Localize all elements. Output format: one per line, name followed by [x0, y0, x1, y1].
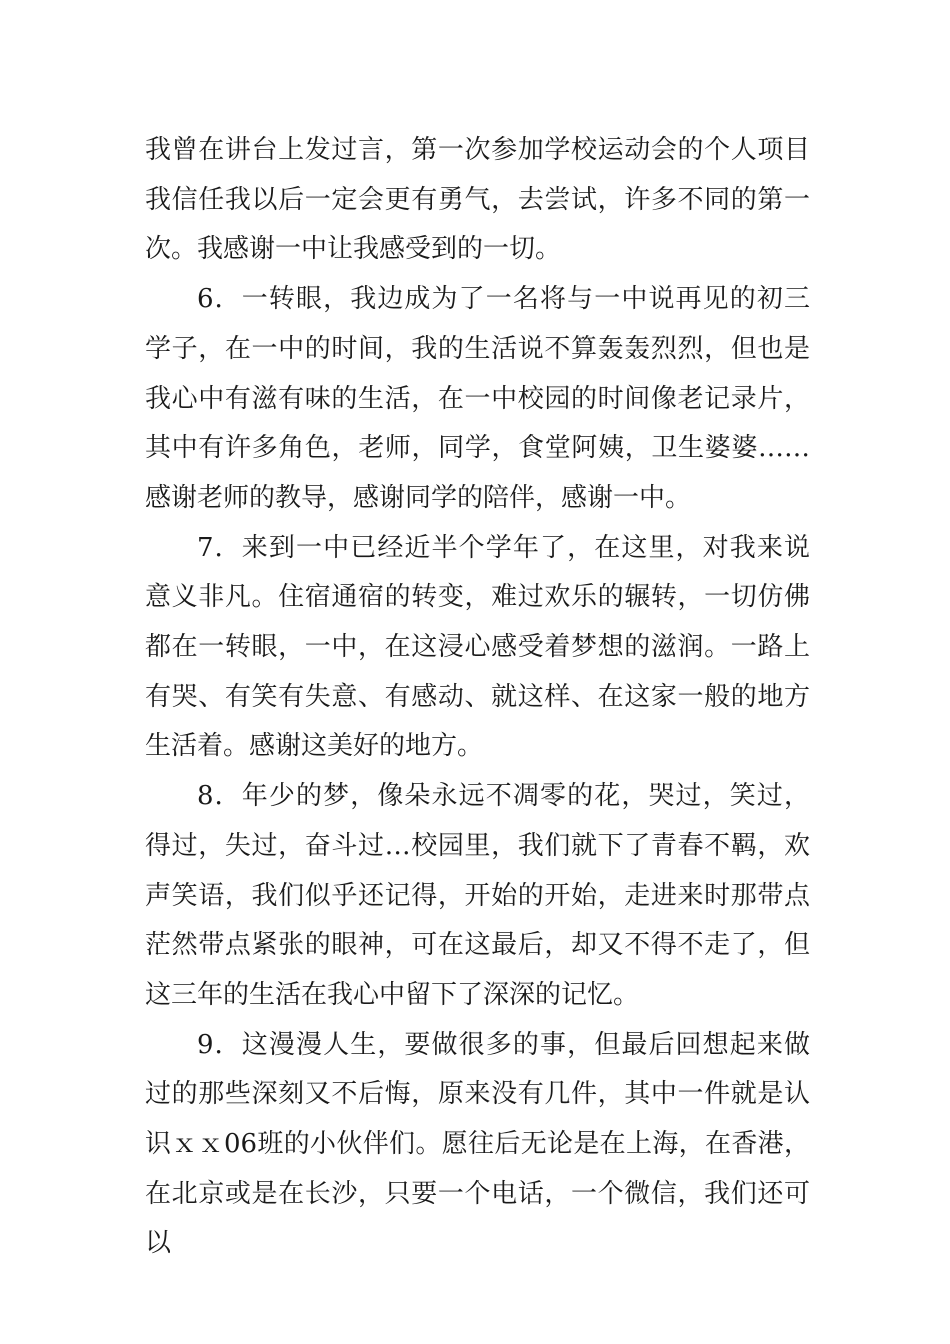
paragraph-item-9: 9．这漫漫人生，要做很多的事，但最后回想起来做过的那些深刻又不后悔，原来没有几件，其中一件就是认识ｘｘ06班的小伙伴们。愿往后无论是在上海，在香港，在北京或是在长沙，只要一个电话，一个微信，我们还可以	[145, 1029, 810, 1259]
document-body	[145, 126, 810, 1269]
paragraph-continuation: 我曾在讲台上发过言，第一次参加学校运动会的个人项目我信任我以后一定会更有勇气，去尝试，许多不同的第一次。我感谢一中让我感受到的一切。	[145, 135, 810, 265]
paragraph-item-8: 8．年少的梦，像朵永远不凋零的花，哭过，笑过，得过，失过，奋斗过…校园里，我们就下了青春不羁，欢声笑语，我们似乎还记得，开始的开始，走进来时那带点茫然带点紧张的眼神，可在这最后，却又不得不走了，但这三年的生活在我心中留下了深深的记忆。	[145, 781, 810, 1010]
paragraph-item-6: 6．一转眼，我边成为了一名将与一中说再见的初三学子，在一中的时间，我的生活说不算轰轰烈烈，但也是我心中有滋有味的生活，在一中校园的时间像老记录片，其中有许多角色，老师，同学，食堂阿姨，卫生婆婆……感谢老师的教导，感谢同学的陪伴，感谢一中。	[145, 284, 810, 513]
paragraph-item-7: 7．来到一中已经近半个学年了，在这里，对我来说意义非凡。住宿通宿的转变，难过欢乐的辗转，一切仿佛都在一转眼，一中，在这浸心感受着梦想的滋润。一路上有哭、有笑有失意、有感动、就这样、在这家一般的地方生活着。感谢这美好的地方。	[145, 532, 810, 762]
